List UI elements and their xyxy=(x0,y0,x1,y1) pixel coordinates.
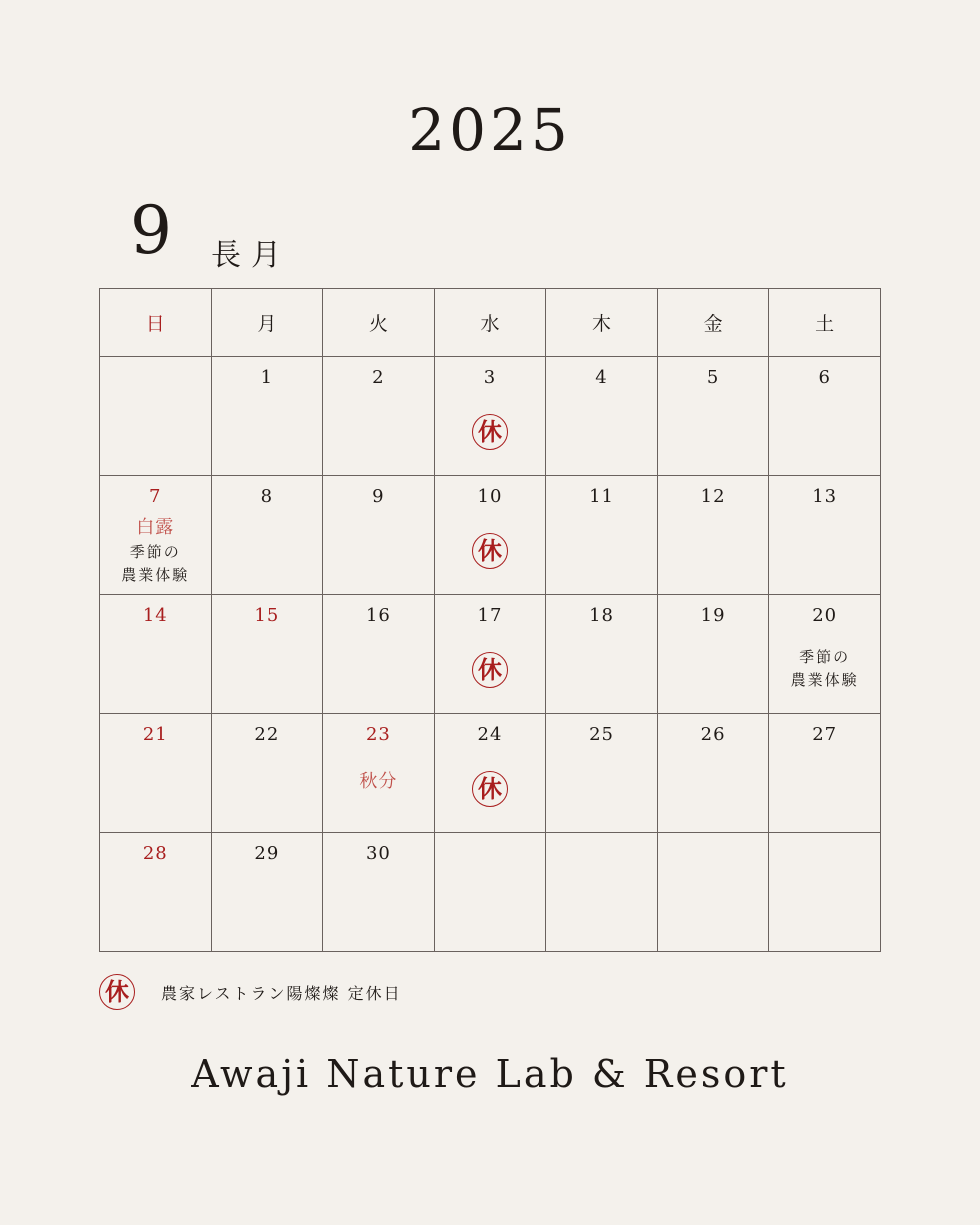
calendar-day-cell xyxy=(546,476,658,595)
month-number: 9 xyxy=(130,192,172,269)
calendar-empty-cell xyxy=(657,833,769,952)
calendar-week-row xyxy=(100,357,881,476)
weekday-wednesday: 水 xyxy=(434,289,546,357)
day-number: 4 xyxy=(595,367,608,388)
calendar-day-cell xyxy=(323,595,435,714)
day-number: 19 xyxy=(700,605,726,626)
day-number: 30 xyxy=(365,843,391,864)
day-number: 1 xyxy=(260,367,274,388)
weekday-tuesday: 火 xyxy=(323,289,435,357)
day-number: 12 xyxy=(700,486,726,507)
calendar-day-cell xyxy=(323,476,435,595)
legend-text: 農家レストラン陽燦燦 定休日 xyxy=(161,983,402,1003)
calendar-day-cell xyxy=(434,357,546,476)
weekday-header-row xyxy=(100,289,881,357)
day-number: 22 xyxy=(254,724,280,745)
day-number: 5 xyxy=(706,367,720,388)
calendar-empty-cell xyxy=(100,357,212,476)
calendar-day-cell xyxy=(546,714,658,833)
calendar-day-cell xyxy=(100,595,212,714)
closed-stamp-icon: 休 xyxy=(472,414,508,450)
day-number: 6 xyxy=(818,367,831,388)
day-number: 29 xyxy=(254,843,280,864)
day-number: 14 xyxy=(142,605,168,626)
day-number: 16 xyxy=(365,605,391,626)
calendar-day-cell xyxy=(434,595,546,714)
closed-stamp-icon: 休 xyxy=(99,974,135,1010)
legend xyxy=(99,974,402,1010)
weekday-thursday: 木 xyxy=(546,289,658,357)
calendar-empty-cell xyxy=(769,833,881,952)
calendar-week-row xyxy=(100,595,881,714)
weekday-monday: 月 xyxy=(211,289,323,357)
event-label: 農業体験 xyxy=(790,671,859,689)
closed-stamp-icon: 休 xyxy=(472,771,508,807)
calendar-empty-cell xyxy=(546,833,658,952)
day-number: 27 xyxy=(812,724,838,745)
calendar-week-row xyxy=(100,476,881,595)
day-number: 20 xyxy=(812,605,838,626)
holiday-label: 白露 xyxy=(136,517,175,538)
calendar-day-cell xyxy=(211,357,323,476)
day-number: 21 xyxy=(142,724,168,745)
weekday-saturday: 土 xyxy=(769,289,881,357)
year-title: 2025 xyxy=(408,96,572,164)
calendar-day-cell xyxy=(323,357,435,476)
calendar-day-cell xyxy=(769,714,881,833)
calendar-day-cell xyxy=(546,357,658,476)
day-number: 15 xyxy=(254,605,280,626)
calendar-day-cell xyxy=(100,714,212,833)
day-number: 9 xyxy=(372,486,385,507)
calendar-week-row xyxy=(100,714,881,833)
month-name: 長月 xyxy=(211,238,291,273)
day-number: 13 xyxy=(812,486,838,507)
day-number: 18 xyxy=(589,605,614,626)
calendar-day-cell xyxy=(434,714,546,833)
day-number: 24 xyxy=(477,724,503,745)
weekday-friday: 金 xyxy=(657,289,769,357)
day-number: 3 xyxy=(483,367,497,388)
day-number: 17 xyxy=(477,605,503,626)
day-number: 23 xyxy=(365,724,391,745)
weekday-sunday: 日 xyxy=(100,289,212,357)
day-number: 8 xyxy=(260,486,274,507)
day-number: 10 xyxy=(477,486,503,507)
calendar-day-cell xyxy=(100,833,212,952)
day-number: 26 xyxy=(700,724,726,745)
day-number: 25 xyxy=(589,724,614,745)
calendar-day-cell xyxy=(323,833,435,952)
holiday-label: 秋分 xyxy=(359,771,398,792)
day-number: 11 xyxy=(589,486,614,507)
calendar-day-cell xyxy=(769,595,881,714)
calendar-week-row xyxy=(100,833,881,952)
calendar-day-cell xyxy=(657,476,769,595)
calendar-day-cell xyxy=(657,714,769,833)
calendar-day-cell xyxy=(211,714,323,833)
closed-stamp-icon: 休 xyxy=(472,533,508,569)
calendar-day-cell xyxy=(323,714,435,833)
brand-footer: Awaji Nature Lab & Resort xyxy=(191,1052,789,1096)
event-label: 季節の xyxy=(129,543,181,561)
calendar-day-cell xyxy=(211,833,323,952)
calendar-day-cell xyxy=(769,357,881,476)
event-label: 季節の xyxy=(799,648,851,666)
day-number: 7 xyxy=(149,486,162,507)
calendar-day-cell xyxy=(657,595,769,714)
calendar-day-cell xyxy=(100,476,212,595)
closed-stamp-icon: 休 xyxy=(472,652,508,688)
calendar-day-cell xyxy=(657,357,769,476)
calendar-day-cell xyxy=(546,595,658,714)
event-label: 農業体験 xyxy=(121,566,190,584)
calendar-day-cell xyxy=(211,595,323,714)
day-number: 28 xyxy=(142,843,168,864)
calendar-grid xyxy=(99,288,881,952)
calendar-day-cell xyxy=(434,476,546,595)
calendar-empty-cell xyxy=(434,833,546,952)
day-number: 2 xyxy=(372,367,385,388)
calendar-day-cell xyxy=(211,476,323,595)
calendar-day-cell xyxy=(769,476,881,595)
